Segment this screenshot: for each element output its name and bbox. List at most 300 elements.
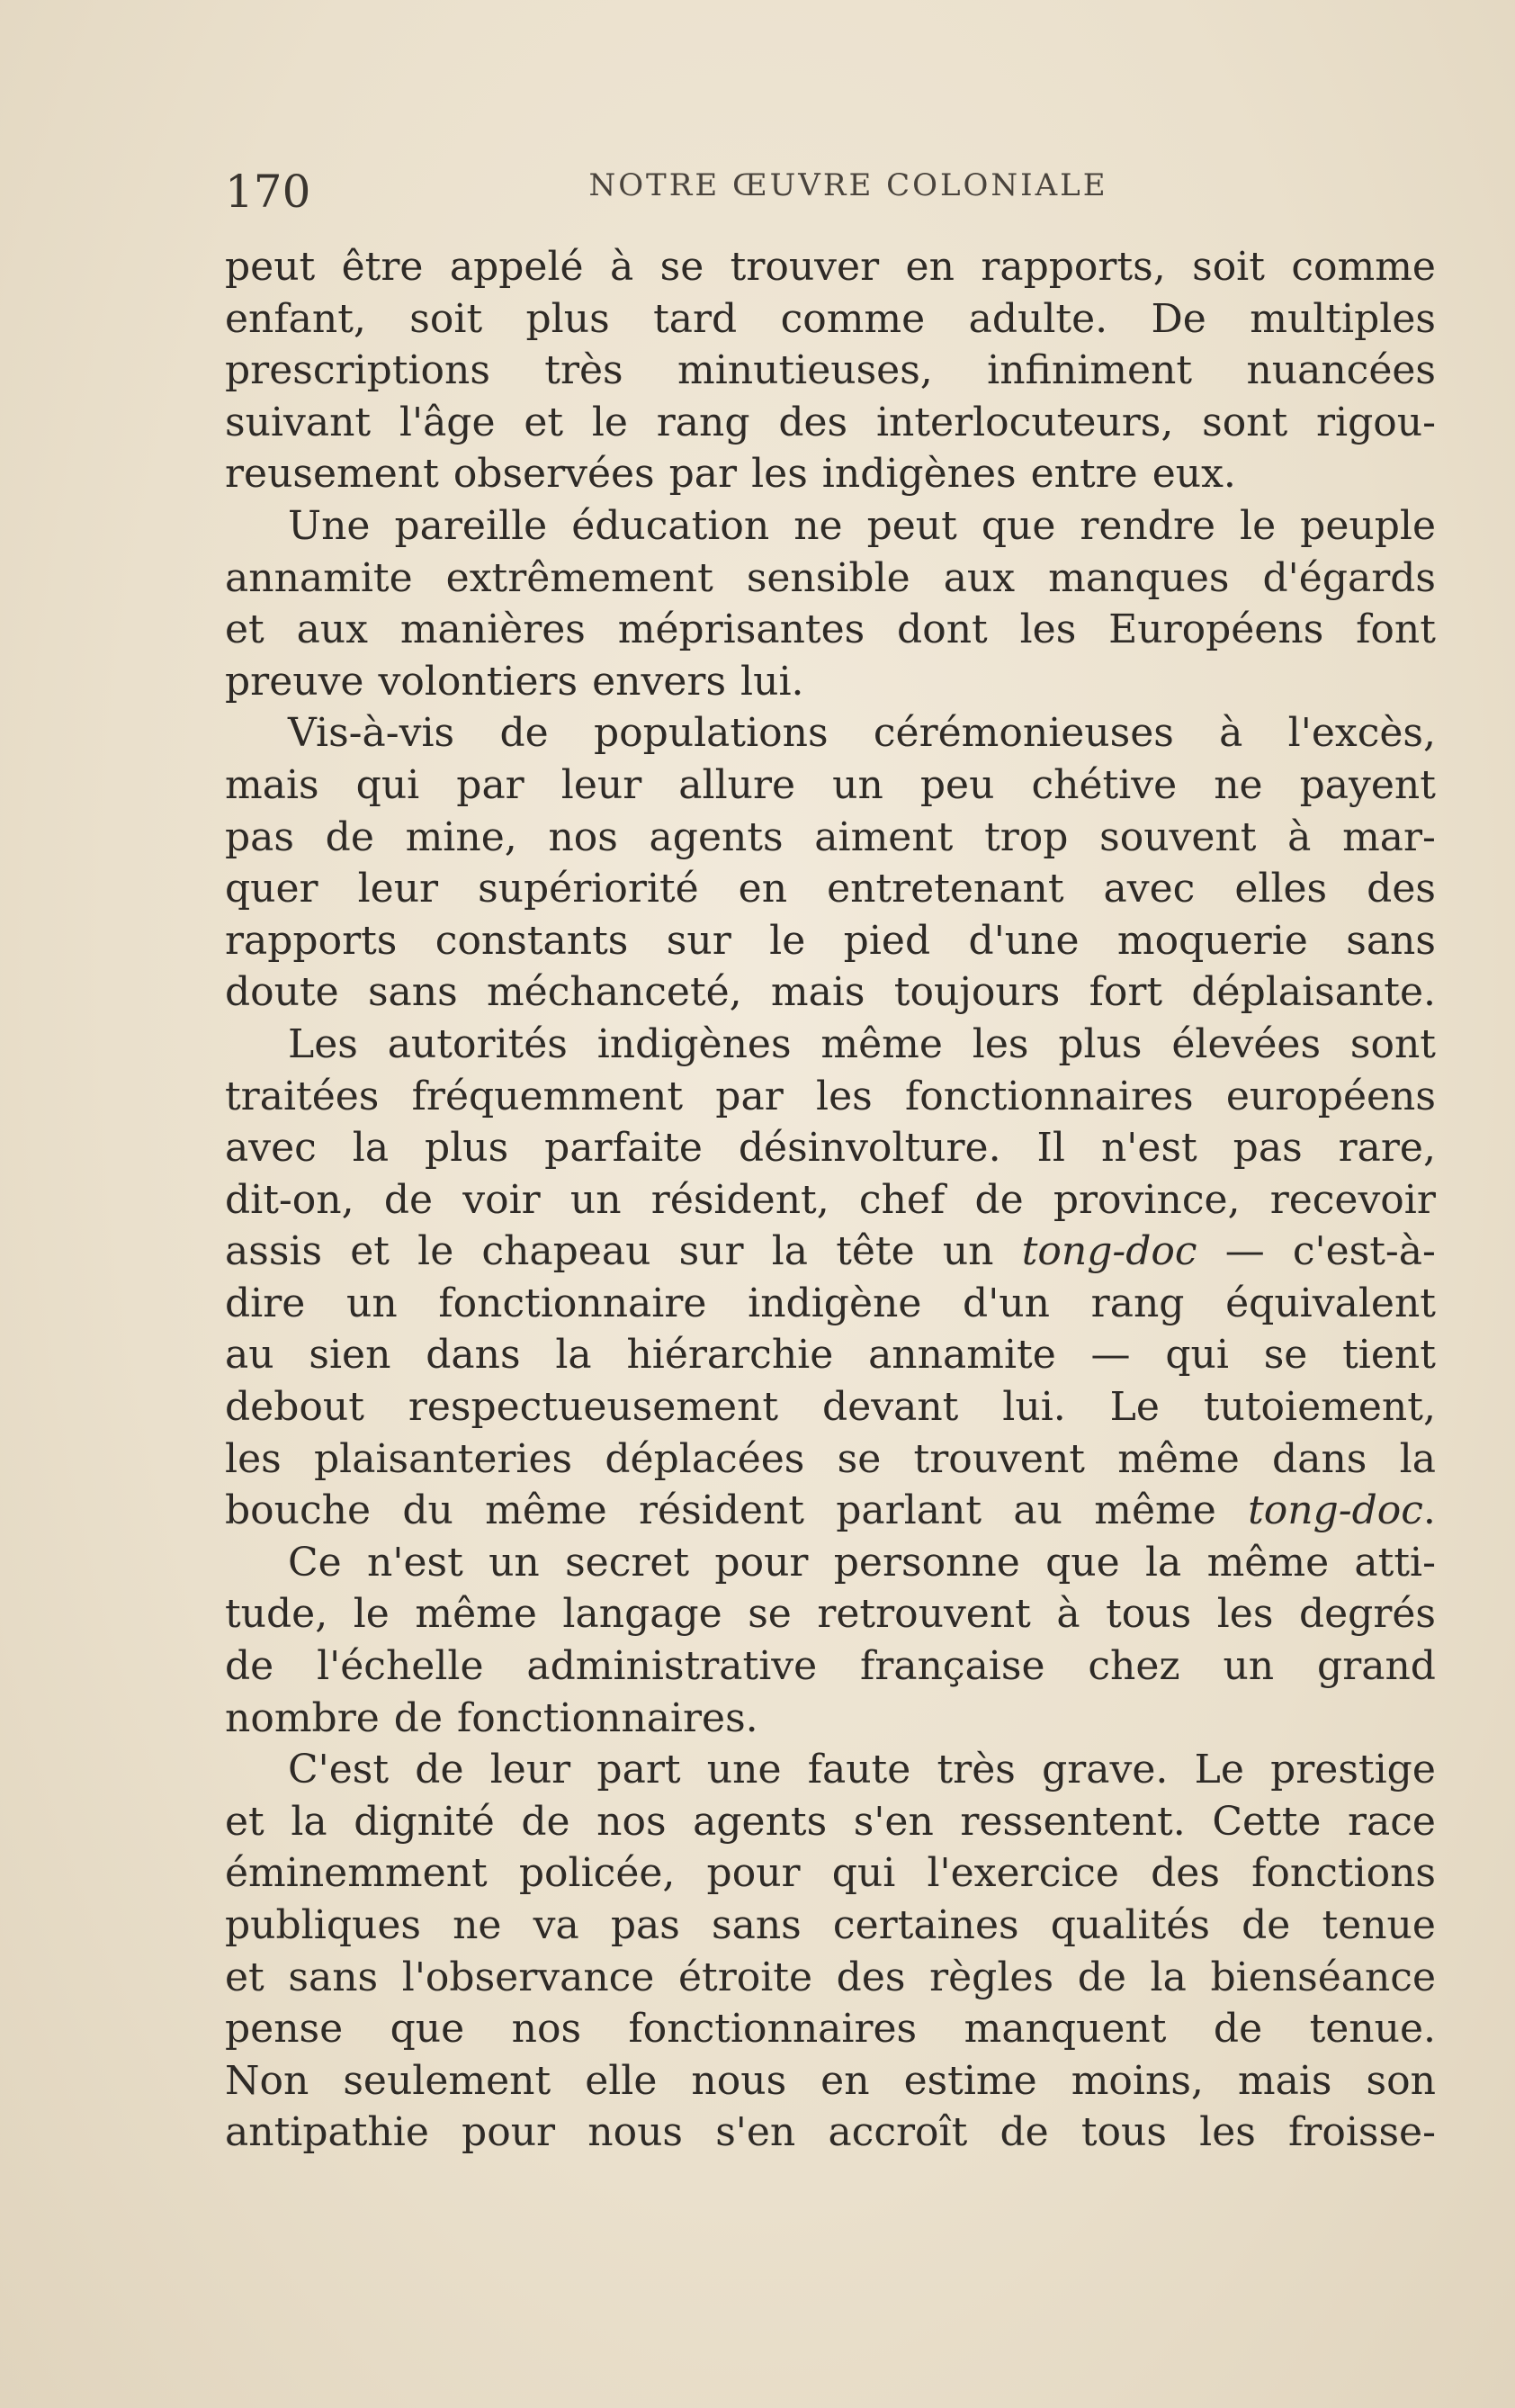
word: Européens xyxy=(1108,606,1324,653)
word: méprisantes xyxy=(617,606,865,653)
word: nous xyxy=(587,2109,684,2156)
word: secret xyxy=(565,1539,690,1586)
word: française xyxy=(860,1643,1045,1690)
word: enfant, xyxy=(225,295,366,342)
word: ressentent. xyxy=(960,1798,1186,1845)
word: grand xyxy=(1317,1643,1436,1690)
word: de xyxy=(1213,2006,1263,2053)
word: annamite xyxy=(225,554,413,601)
word: pour xyxy=(462,2109,556,2156)
word: parfaite xyxy=(544,1125,703,1172)
word: les xyxy=(972,1020,1029,1067)
word: rapports xyxy=(225,917,398,964)
word: sans xyxy=(712,1902,802,1948)
word: comme xyxy=(1291,244,1436,290)
word: Le xyxy=(1194,1747,1244,1793)
word: déplaisante. xyxy=(1191,969,1436,1016)
word: qui xyxy=(1165,1332,1229,1379)
word: debout xyxy=(225,1384,364,1431)
word: éminemment xyxy=(225,1850,488,1897)
word: tard xyxy=(653,295,738,342)
text-line xyxy=(225,656,1436,708)
word: fonctionnaires. xyxy=(457,1694,758,1741)
word: l'observance xyxy=(401,1954,655,2000)
word: soit xyxy=(409,295,483,342)
text-line xyxy=(225,1226,1436,1278)
word: tient xyxy=(1342,1332,1436,1379)
word: agents xyxy=(693,1798,828,1845)
word: voir xyxy=(462,1176,541,1223)
word: mais xyxy=(225,761,319,808)
word: certaines xyxy=(832,1902,1019,1948)
word: par xyxy=(456,761,524,808)
word: mar- xyxy=(1342,813,1436,860)
word: même xyxy=(820,1020,943,1067)
text-line xyxy=(225,241,1436,293)
text-line xyxy=(225,553,1436,605)
text-line xyxy=(225,1329,1436,1381)
word: déplacées xyxy=(605,1435,805,1482)
word: fonctionnaires xyxy=(628,2006,918,2053)
word: nuancées xyxy=(1246,347,1436,394)
word: rang xyxy=(656,399,750,445)
word: la xyxy=(352,1125,390,1172)
word: tous xyxy=(1080,2109,1167,2156)
italic-term: tong-doc xyxy=(1021,1228,1197,1275)
word: pas xyxy=(610,1902,680,1948)
text-line xyxy=(225,1693,1436,1745)
word: trouver xyxy=(730,244,880,290)
text-line xyxy=(225,707,1436,759)
word: atti- xyxy=(1354,1539,1436,1586)
text-line xyxy=(225,1744,1436,1796)
word: en xyxy=(820,2057,870,2104)
word: observées xyxy=(453,451,655,498)
word: nos xyxy=(511,2006,582,2053)
word: l'échelle xyxy=(317,1643,484,1690)
word: pas xyxy=(1233,1125,1303,1172)
text-line xyxy=(225,1381,1436,1433)
word: allure xyxy=(678,761,796,808)
word: appelé xyxy=(449,244,584,290)
word: dit-on, xyxy=(225,1176,354,1223)
word: de xyxy=(1242,1902,1291,1948)
word: européens xyxy=(1225,1073,1436,1119)
word: chez xyxy=(1088,1643,1180,1690)
word: de xyxy=(415,1747,464,1793)
word: un xyxy=(489,1539,540,1586)
word: Cette xyxy=(1212,1798,1322,1845)
word: peuple xyxy=(1300,502,1436,549)
word: résident, xyxy=(650,1176,829,1223)
italic-term: tong-doc xyxy=(1248,1487,1423,1534)
word: sont xyxy=(1349,1020,1436,1067)
text-line xyxy=(225,1071,1436,1123)
word: tête xyxy=(836,1228,915,1275)
word: volontiers xyxy=(378,658,578,705)
word: se xyxy=(748,1591,792,1638)
word: interlocuteurs, xyxy=(875,399,1174,445)
text-line xyxy=(225,1278,1436,1330)
word: sont xyxy=(1202,399,1288,445)
word: dignité xyxy=(354,1798,495,1845)
word: moquerie xyxy=(1116,917,1308,964)
word: dont xyxy=(897,606,988,653)
word: les xyxy=(751,451,808,498)
word: soit xyxy=(1192,244,1265,290)
word: leur xyxy=(357,866,439,912)
word: la xyxy=(291,1798,327,1845)
word: la xyxy=(771,1228,809,1275)
word: envers xyxy=(592,658,727,705)
word: peu xyxy=(919,761,995,808)
word: rang xyxy=(1090,1280,1185,1326)
word: d'égards xyxy=(1262,554,1436,601)
word: et xyxy=(524,399,564,445)
text-line xyxy=(225,1122,1436,1174)
word: rendre xyxy=(1080,502,1216,549)
word: bienséance xyxy=(1210,1954,1436,2000)
book-page xyxy=(225,151,1436,2159)
word: pense xyxy=(225,2006,344,2053)
word: fonctionnaire xyxy=(438,1280,707,1326)
word: nos xyxy=(596,1798,667,1845)
word: s'en xyxy=(853,1798,934,1845)
word: les xyxy=(1019,606,1077,653)
word: reusement xyxy=(225,451,439,498)
word: province, xyxy=(1053,1176,1241,1223)
word: n'est xyxy=(1100,1125,1197,1172)
word: faute xyxy=(807,1747,911,1793)
text-line xyxy=(225,863,1436,915)
text-line xyxy=(225,2003,1436,2055)
word: par xyxy=(668,451,738,498)
word: adulte. xyxy=(968,295,1108,342)
word: qui xyxy=(831,1850,896,1897)
word: et xyxy=(225,606,264,653)
word: pareille xyxy=(394,502,548,549)
word: d'une xyxy=(968,917,1080,964)
word: les xyxy=(816,1073,873,1119)
word: sans xyxy=(288,1954,379,2000)
word: de xyxy=(383,1176,434,1223)
word: ne xyxy=(1214,761,1263,808)
body-text xyxy=(225,241,1436,2159)
word: Le xyxy=(1109,1384,1160,1431)
word: des xyxy=(778,399,848,445)
word: doute xyxy=(225,969,339,1016)
word: De xyxy=(1151,295,1206,342)
word: pas xyxy=(225,813,294,860)
word: suivant xyxy=(225,399,372,445)
text-line xyxy=(225,1485,1436,1537)
word: nous xyxy=(691,2057,787,2104)
word: autorités xyxy=(387,1020,568,1067)
word: peut xyxy=(225,244,316,290)
text-line xyxy=(225,1847,1436,1900)
word: peut xyxy=(866,502,957,549)
word: même xyxy=(1094,1487,1216,1534)
word: tenue xyxy=(1322,1902,1436,1948)
word: race xyxy=(1348,1798,1436,1845)
word: éducation xyxy=(571,502,770,549)
word: rigou- xyxy=(1316,399,1436,445)
word: populations xyxy=(593,710,829,757)
word: tous xyxy=(1106,1591,1192,1638)
word: élevées xyxy=(1171,1020,1322,1067)
word: un xyxy=(832,761,883,808)
word: tenue. xyxy=(1309,2006,1436,2053)
word: qui xyxy=(355,761,420,808)
word: résident xyxy=(639,1487,804,1534)
word: sur xyxy=(678,1228,744,1275)
word: de xyxy=(1000,2109,1049,2156)
word: ne xyxy=(793,502,843,549)
text-line xyxy=(225,1796,1436,1848)
word: entretenant xyxy=(827,866,1064,912)
word: accroît xyxy=(828,2109,968,2156)
word: toujours xyxy=(893,969,1061,1016)
word: que xyxy=(1045,1539,1120,1586)
word: infiniment xyxy=(987,347,1193,394)
word: de xyxy=(521,1798,570,1845)
word: manquent xyxy=(964,2006,1167,2053)
word: sans xyxy=(1346,917,1436,964)
word: l'âge xyxy=(399,399,496,445)
word: fréquemment xyxy=(411,1073,684,1119)
word: même xyxy=(485,1487,607,1534)
word: retrouvent xyxy=(817,1591,1031,1638)
word: prestige xyxy=(1270,1747,1436,1793)
word: cérémonieuses xyxy=(873,710,1174,757)
word: au xyxy=(1013,1487,1062,1534)
word: personne xyxy=(833,1539,1020,1586)
word: plus xyxy=(525,295,610,342)
word: l'exercice xyxy=(927,1850,1119,1897)
word: rapports, xyxy=(981,244,1166,290)
word: de xyxy=(1077,1954,1126,2000)
word: annamite xyxy=(868,1332,1056,1379)
word: Il xyxy=(1036,1125,1065,1172)
word: leur xyxy=(489,1747,571,1793)
word: estime xyxy=(903,2057,1037,2104)
word: souvent xyxy=(1099,813,1257,860)
word: degrés xyxy=(1298,1591,1436,1638)
word: elles xyxy=(1234,866,1328,912)
word: avec xyxy=(1103,866,1196,912)
word: les xyxy=(1216,1591,1274,1638)
text-line xyxy=(225,397,1436,449)
word: chapeau xyxy=(481,1228,651,1275)
word: administrative xyxy=(526,1643,818,1690)
word: mais xyxy=(770,969,865,1016)
word: en xyxy=(905,244,955,290)
word: au xyxy=(225,1332,274,1379)
word: de xyxy=(225,1643,274,1690)
text-line xyxy=(225,1900,1436,1952)
word: pour xyxy=(714,1539,809,1586)
text-line xyxy=(225,812,1436,864)
text-line xyxy=(225,500,1436,553)
word: trouvent xyxy=(913,1435,1085,1482)
word: font xyxy=(1356,606,1436,653)
word: langage xyxy=(562,1591,722,1638)
word: fonctionnaires xyxy=(904,1073,1194,1119)
word: le xyxy=(1240,502,1277,549)
word: chétive xyxy=(1031,761,1178,808)
word: à xyxy=(609,244,634,290)
word: prescriptions xyxy=(225,347,490,394)
word: très xyxy=(544,347,623,394)
word: un xyxy=(1223,1643,1275,1690)
word: extrêmement xyxy=(445,554,713,601)
word: tude, xyxy=(225,1591,328,1638)
word: supériorité xyxy=(478,866,699,912)
word: froisse- xyxy=(1288,2109,1436,2156)
word: et xyxy=(225,1798,264,1845)
word: aux xyxy=(296,606,368,653)
word: tutoiement, xyxy=(1203,1384,1436,1431)
word: payent xyxy=(1299,761,1436,808)
word: plus xyxy=(1058,1020,1143,1067)
word: policée, xyxy=(518,1850,676,1897)
text-line xyxy=(225,1640,1436,1693)
word: des xyxy=(1367,866,1436,912)
word: Ce xyxy=(288,1539,342,1586)
word: va xyxy=(533,1902,579,1948)
word: étroite xyxy=(677,1954,813,2000)
word: C'est xyxy=(288,1747,390,1793)
word: être xyxy=(341,244,424,290)
word: de xyxy=(974,1176,1024,1223)
text-line xyxy=(225,2107,1436,2159)
word: avec xyxy=(225,1125,317,1172)
word: Les xyxy=(288,1020,358,1067)
text-line xyxy=(225,1019,1436,1071)
word: chef xyxy=(858,1176,946,1223)
word: la xyxy=(1150,1954,1187,2000)
word: à xyxy=(1287,813,1312,860)
word: — xyxy=(1224,1228,1265,1275)
word: assis xyxy=(225,1228,323,1275)
word: que xyxy=(981,502,1056,549)
word: règles xyxy=(929,1954,1054,2000)
word: publiques xyxy=(225,1902,421,1948)
word: multiples xyxy=(1250,295,1436,342)
text-line xyxy=(225,345,1436,397)
word: un xyxy=(346,1280,398,1326)
word: eux. xyxy=(1152,451,1236,498)
text-line xyxy=(225,1952,1436,2004)
text-line xyxy=(225,2055,1436,2107)
word: de xyxy=(325,813,374,860)
word: plus xyxy=(425,1125,509,1172)
word: à xyxy=(1219,710,1243,757)
word: lui. xyxy=(740,658,804,705)
word: ne xyxy=(453,1902,502,1948)
word: la xyxy=(1144,1539,1182,1586)
word: son xyxy=(1366,2057,1436,2104)
word: hiérarchie xyxy=(626,1332,834,1379)
word: le xyxy=(417,1228,454,1275)
word: bouche xyxy=(225,1487,372,1534)
word: même xyxy=(1117,1435,1240,1482)
word: plaisanteries xyxy=(313,1435,573,1482)
word: indigènes xyxy=(821,451,1017,498)
word: indigène xyxy=(748,1280,922,1326)
word: fonctions xyxy=(1251,1850,1436,1897)
word: fort xyxy=(1089,969,1163,1016)
word: se xyxy=(1263,1332,1308,1379)
text-line xyxy=(225,1537,1436,1589)
word: même xyxy=(415,1591,537,1638)
word: comme xyxy=(780,295,926,342)
running-title: NOTRE ŒUVRE COLONIALE xyxy=(588,167,1108,203)
word: très xyxy=(937,1747,1016,1793)
word: rare, xyxy=(1338,1125,1436,1172)
word: en xyxy=(738,866,788,912)
word: antipathie xyxy=(225,2109,429,2156)
word: d'un xyxy=(963,1280,1050,1326)
word xyxy=(1022,1226,1197,1278)
word: la xyxy=(1399,1435,1436,1482)
page-number: 170 xyxy=(225,166,311,218)
word: des xyxy=(836,1954,906,2000)
word: dans xyxy=(1272,1435,1367,1482)
word: Une xyxy=(288,502,371,549)
word: recevoir xyxy=(1269,1176,1436,1223)
word: de xyxy=(393,1694,444,1741)
word: que xyxy=(390,2006,465,2053)
word: sans xyxy=(367,969,458,1016)
word: lui. xyxy=(1002,1384,1066,1431)
text-line xyxy=(225,1433,1436,1486)
word: s'en xyxy=(715,2109,796,2156)
word: leur xyxy=(560,761,642,808)
word: minutieuses, xyxy=(677,347,933,394)
word: le xyxy=(353,1591,390,1638)
word: du xyxy=(402,1487,453,1534)
word: les xyxy=(225,1435,282,1482)
word: un xyxy=(942,1228,994,1275)
word: nombre xyxy=(225,1694,380,1741)
word: dans xyxy=(426,1332,521,1379)
word: nos xyxy=(548,813,618,860)
word: mine, xyxy=(405,813,517,860)
word: tong-doc. xyxy=(1248,1487,1436,1534)
word: se xyxy=(837,1435,882,1482)
word: sien xyxy=(309,1332,391,1379)
word: la xyxy=(555,1332,592,1379)
word: traitées xyxy=(225,1073,380,1119)
word: indigènes xyxy=(596,1020,792,1067)
text-line xyxy=(225,448,1436,500)
word: même xyxy=(1206,1539,1330,1586)
word: grave. xyxy=(1042,1747,1169,1793)
word: preuve xyxy=(225,658,364,705)
word: parlant xyxy=(836,1487,982,1534)
word: méchanceté, xyxy=(486,969,742,1016)
word: aux xyxy=(943,554,1016,601)
word: manières xyxy=(399,606,586,653)
word: seulement xyxy=(343,2057,551,2104)
word: une xyxy=(706,1747,782,1793)
text-line xyxy=(225,1588,1436,1640)
word: constants xyxy=(435,917,629,964)
word: de xyxy=(499,710,549,757)
running-head xyxy=(225,151,1436,232)
word: moins, xyxy=(1071,2057,1204,2104)
